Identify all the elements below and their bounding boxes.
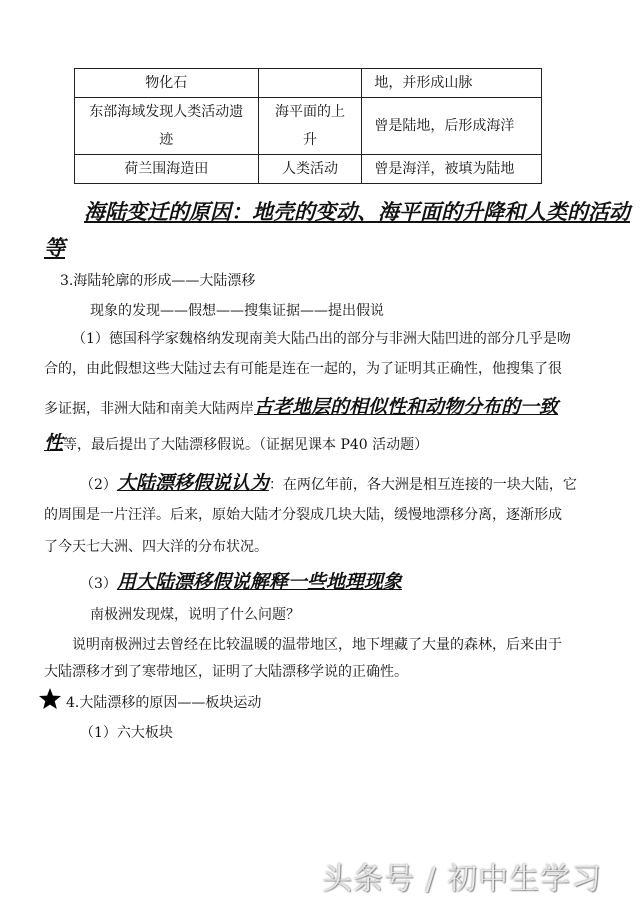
evidence-emphasis-end: 性 [44,432,64,454]
paragraph-2-line-1-text: ：在两亿年前，各大洲是相互连接的一块大陆，它 [268,477,577,493]
table-cell: 曾是陆地，后形成海洋 [362,98,542,155]
table-row [75,98,542,155]
paragraph-1-line-3-text: 多证据，非洲大陆和南美大陆两岸 [44,401,254,417]
table-cell: 荷兰围海造田 [75,155,259,184]
explain-emphasis: 用大陆漂移假说解释一些地理现象 [116,571,402,593]
answer-line-2: 大陆漂移才到了寒带地区，证明了大陆漂移学说的正确性。 [44,664,408,680]
answer-line-1: 说明南极洲过去曾经在比较温暖的温带地区，地下埋藏了大量的森林，后来由于 [72,637,562,653]
paragraph-2-line-3: 了今天七大洲、四大洋的分布状况。 [44,539,268,555]
watermark-text: 头条号 / 初中生学习 [322,862,603,897]
table-cell [258,98,362,155]
summary-line-1: 海陆变迁的原因：地壳的变动、海平面的升降和人类的活动 [84,200,630,224]
paragraph-3-heading [80,567,402,594]
table-cell-text: 东部海域发现人类活动遗迹 [89,104,244,148]
question-line: 南极洲发现煤，说明了什么问题？ [90,607,300,623]
table-row [75,155,542,184]
paragraph-2-number: （2） [80,477,117,493]
table-cell: 曾是海洋，被填为陆地 [362,155,542,184]
paragraph-2-line-1 [80,468,577,495]
black-star-icon [38,687,62,711]
table-cell: 人类活动 [258,155,362,184]
section-4-title: 4.大陆漂移的原因——板块运动 [66,695,262,711]
evidence-emphasis: 古老地层的相似性和动物分布的一致 [254,396,559,418]
hypothesis-emphasis: 大陆漂移假说认为 [116,472,269,494]
summary-line-2: 等 [44,236,65,260]
paragraph-1-line-1: （1）德国科学家魏格纳发现南美大陆凸出的部分与非洲大陆凹进的部分几乎是吻 [72,331,571,347]
paragraph-1-line-2: 合的，由此假想这些大陆过去有可能是连在一起的，为了证明其正确性，他搜集了很 [44,361,562,377]
paragraph-3-number: （3） [80,576,117,592]
table-cell: 地，并形成山脉 [362,69,542,98]
table-cell [75,98,259,155]
table-cell-text: 海平面的上升 [274,104,345,148]
process-line: 现象的发现——假想——搜集证据——提出假说 [90,303,384,319]
paragraph-1-line-3 [44,392,558,419]
table-row [75,69,542,98]
paragraph-1-line-4 [44,428,428,455]
paragraph-1-line-4-text: 等，最后提出了大陆漂移假说。（证据见课本 P40 活动题） [63,437,429,453]
paragraph-2-line-2: 的周围是一片汪洋。后来，原始大陆才分裂成几块大陆，缓慢地漂移分离，逐渐形成 [44,507,562,523]
evidence-table [74,68,542,184]
table-cell: 物化石 [75,69,259,98]
section-4-sub-1: （1）六大板块 [80,725,173,741]
table-cell [258,69,362,98]
section-3-title: 3.海陆轮廓的形成——大陆漂移 [60,273,256,289]
